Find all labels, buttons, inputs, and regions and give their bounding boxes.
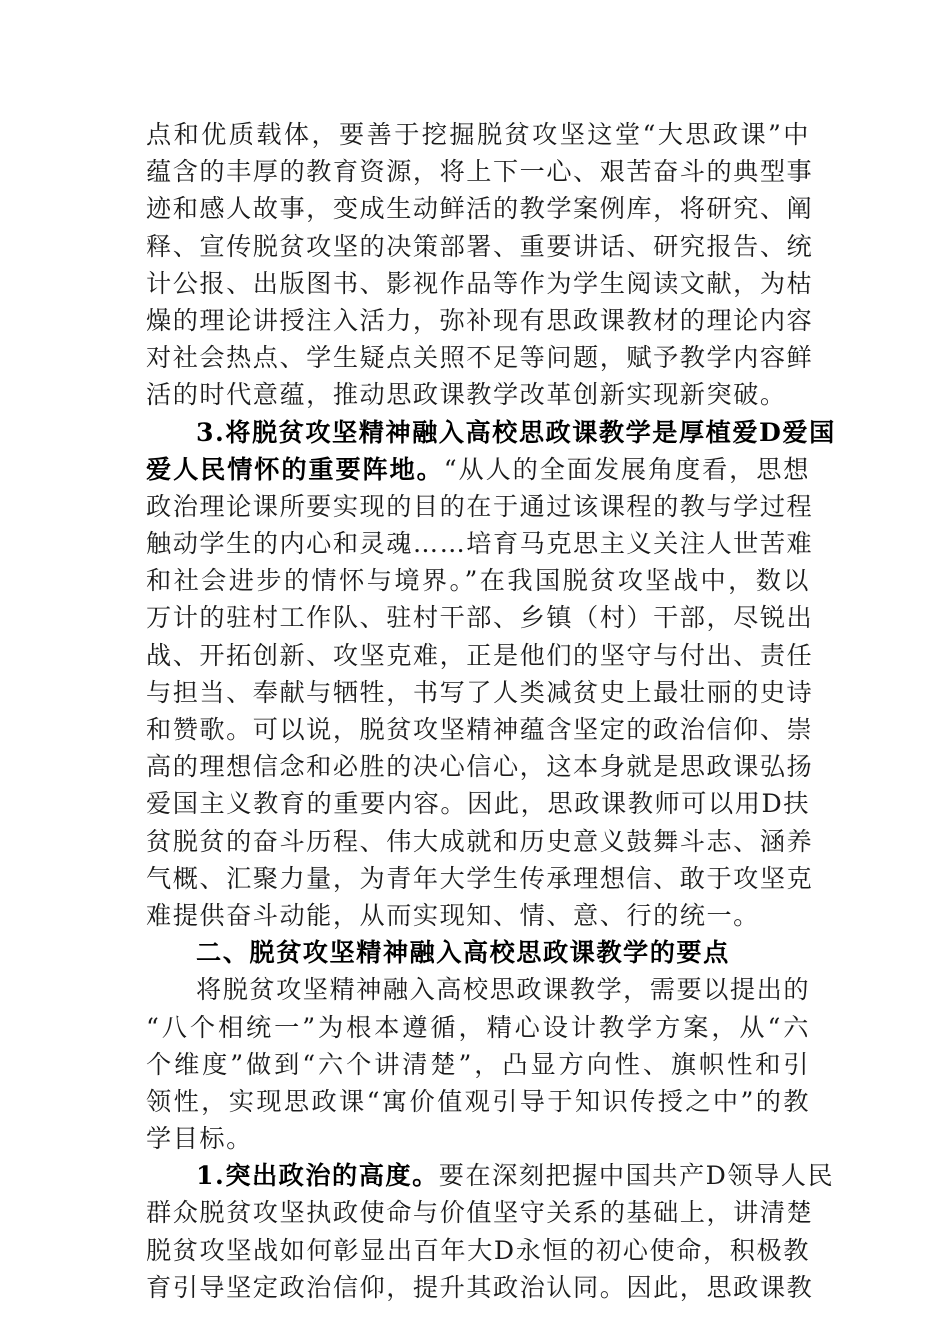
paragraph-line: 迹和感人故事，变成生动鲜活的教学案例库，将研究、阐 [146,194,814,224]
paragraph-line: 燥的理论讲授注入活力，弥补现有思政课教材的理论内容 [146,305,814,335]
paragraph-line: 对社会热点、学生疑点关照不足等问题，赋予教学内容鲜 [146,343,814,373]
paragraph-line: 将脱贫攻坚精神融入高校思政课教学，需要以提出的 [196,975,810,1005]
paragraph-line [146,1157,835,1194]
paragraph-line: 蕴含的丰厚的教育资源，将上下一心、艰苦奋斗的典型事 [146,157,814,187]
paragraph-line: 领性，实现思政课“寓价值观引导于知识传授之中”的教 [146,1086,810,1116]
paragraph-line: 脱贫攻坚战如何彰显出百年大D永恒的初心使命，积极教 [146,1235,810,1265]
paragraph-line: 贫脱贫的奋斗历程、伟大成就和历史意义鼓舞斗志、涵养 [146,826,814,856]
document-body [146,116,836,1306]
paragraph-line: “八个相统一”为根本遵循，精心设计教学方案，从“六 [146,1012,810,1042]
paragraph-line: 活的时代意蕴，推动思政课教学改革创新实现新突破。 [146,380,787,410]
paragraph-line: 与担当、奉献与牺牲，书写了人类减贫史上最壮丽的史诗 [146,677,814,707]
paragraph-3 [146,971,810,1157]
paragraph-line: 触动学生的内心和灵魂……培育马克思主义关注人世苦难 [146,529,814,559]
paragraph-line: 和赞歌。可以说，脱贫攻坚精神蕴含坚定的政治信仰、崇 [146,715,814,744]
paragraph-lead-heading-end: 爱人民情怀的重要阵地。 [146,453,444,484]
paragraph-line: 政治理论课所要实现的目的在于通过该课程的教与学过程 [146,491,814,521]
paragraph-line: 战、开拓创新、攻坚克难，正是他们的坚守与付出、责任 [146,640,814,670]
paragraph-2 [146,414,836,935]
paragraph-line: 释、宣传脱贫攻坚的决策部署、重要讲话、研究报告、统 [146,231,814,261]
paragraph-4 [146,1157,835,1306]
paragraph-line: 学目标。 [146,1124,253,1154]
paragraph-line: 高的理想信念和必胜的决心信心，这本身就是思政课弘扬 [146,752,814,782]
paragraph-1 [146,116,814,414]
section-heading: 二、脱贫攻坚精神融入高校思政课教学的要点 [196,937,730,968]
paragraph-line: 点和优质载体，要善于挖掘脱贫攻坚这堂“大思政课”中 [146,120,810,149]
paragraph-line: 计公报、出版图书、影视作品等作为学生阅读文献，为枯 [146,268,814,298]
paragraph-line: 群众脱贫攻坚执政使命与价值坚守关系的基础上，讲清楚 [146,1198,814,1228]
paragraph-lead-heading: 3.将脱贫攻坚精神融入高校思政课教学是厚植爱D爱国 [196,416,836,447]
paragraph-line: 难提供奋斗动能，从而实现知、情、意、行的统一。 [146,900,760,930]
paragraph-line [146,451,810,488]
paragraph-line: 气概、汇聚力量，为青年大学生传承理想信、敢于攻坚克 [146,863,814,893]
paragraph-line: 和社会进步的情怀与境界。”在我国脱贫攻坚战中，数以 [146,566,810,596]
paragraph-line: 个维度”做到“六个讲清楚”，凸显方向性、旗帜性和引 [146,1049,810,1079]
paragraph-line: 万计的驻村工作队、驻村干部、乡镇（村）干部，尽锐出 [146,603,814,633]
paragraph-lead-text: 要在深刻把握中国共产D领导人民 [438,1161,835,1191]
paragraph-lead-heading: 1.突出政治的高度。 [196,1160,439,1191]
paragraph-lead-text: “从人的全面发展角度看，思想 [443,454,810,484]
paragraph-line: 育引导坚定政治信仰，提升其政治认同。因此，思政课教 [146,1272,814,1302]
paragraph-line: 爱国主义教育的重要内容。因此，思政课教师可以用D扶 [146,789,810,819]
